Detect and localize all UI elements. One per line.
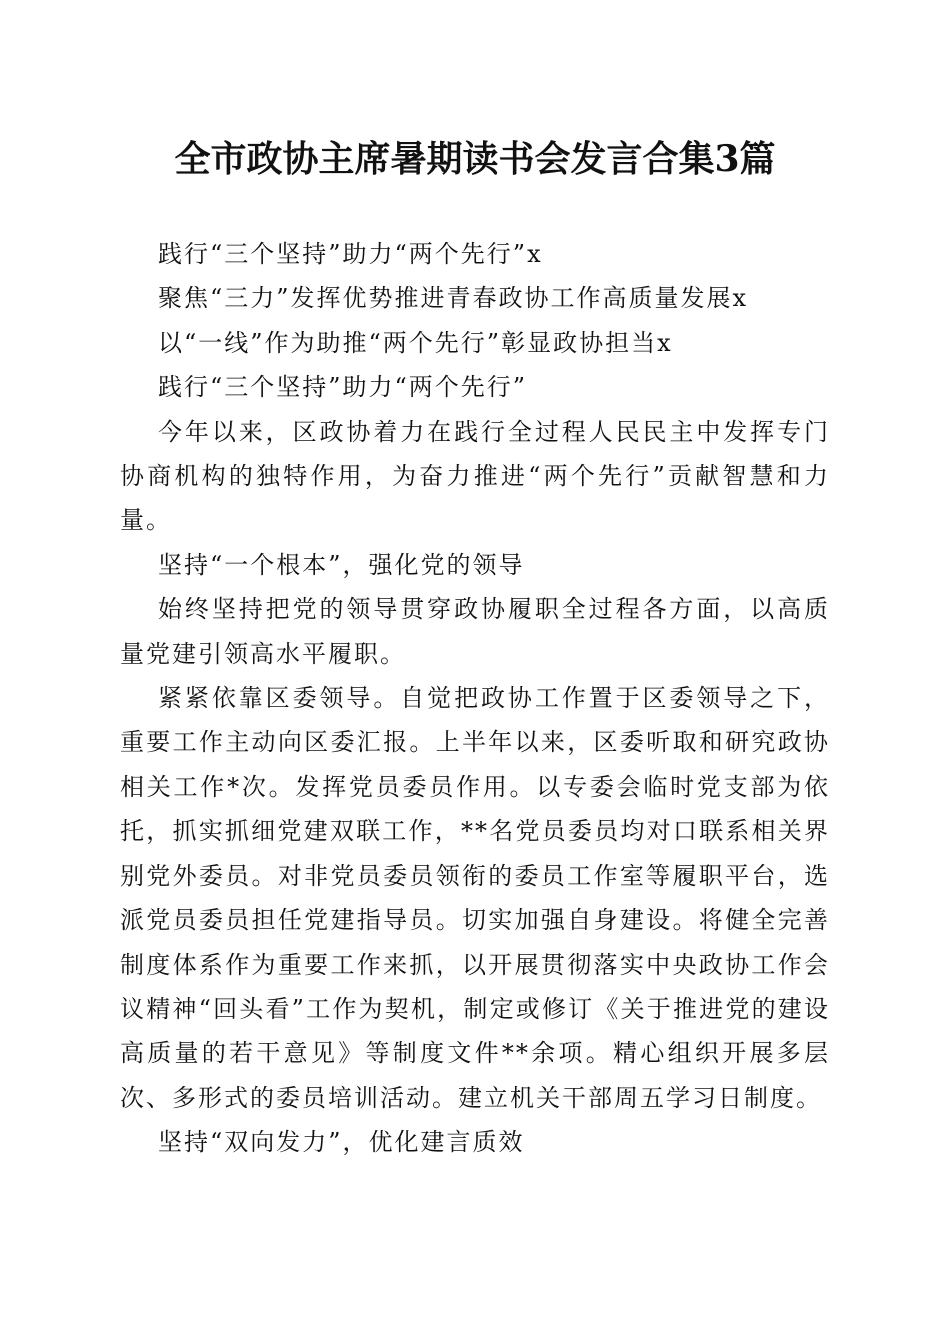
- paragraph: 始终坚持把党的领导贯穿政协履职全过程各方面，以高质量党建引领高水平履职。: [120, 595, 830, 668]
- subheading: 坚持“双向发力”，优化建言质效: [158, 1128, 525, 1157]
- subheading: 坚持“一个根本”，强化党的领导: [158, 550, 525, 579]
- paragraph: 今年以来，区政协着力在践行全过程人民民主中发挥专门协商机构的独特作用，为奋力推进“两个先行”贡献智慧和力量。: [120, 417, 830, 535]
- document-body: [120, 232, 830, 1165]
- paragraph: 紧紧依靠区委领导。自觉把政协工作置于区委领导之下，重要工作主动向区委汇报。上半年以来，区委听取和研究政协相关工作*次。发挥党员委员作用。以专委会临时党支部为依托，抓实抓细党建双联工作，**名党员委员均对口联系相关界别党外委员。对非党员委员领衔的委员工作室等履职平台，选派党员委员担任党建指导员。切实加强自身建设。将健全完善制度体系作为重要工作来抓，以开展贯彻落实中央政协工作会议精神“回头看”工作为契机，制定或修订《关于推进党的建设高质量的若干意见》等制度文件**余项。精心组织开展多层次、多形式的委员培训活动。建立机关干部周五学习日制度。: [120, 684, 830, 1112]
- toc-item: 聚焦“三力”发挥优势推进青春政协工作高质量发展x: [158, 284, 749, 313]
- section-title: 践行“三个坚持”助力“两个先行”: [158, 373, 528, 402]
- toc-item: 践行“三个坚持”助力“两个先行”x: [158, 240, 543, 268]
- document-title: 全市政协主席暑期读书会发言合集3篇: [174, 138, 776, 180]
- toc-item: 以“一线”作为助推“两个先行”彰显政协担当x: [158, 328, 673, 357]
